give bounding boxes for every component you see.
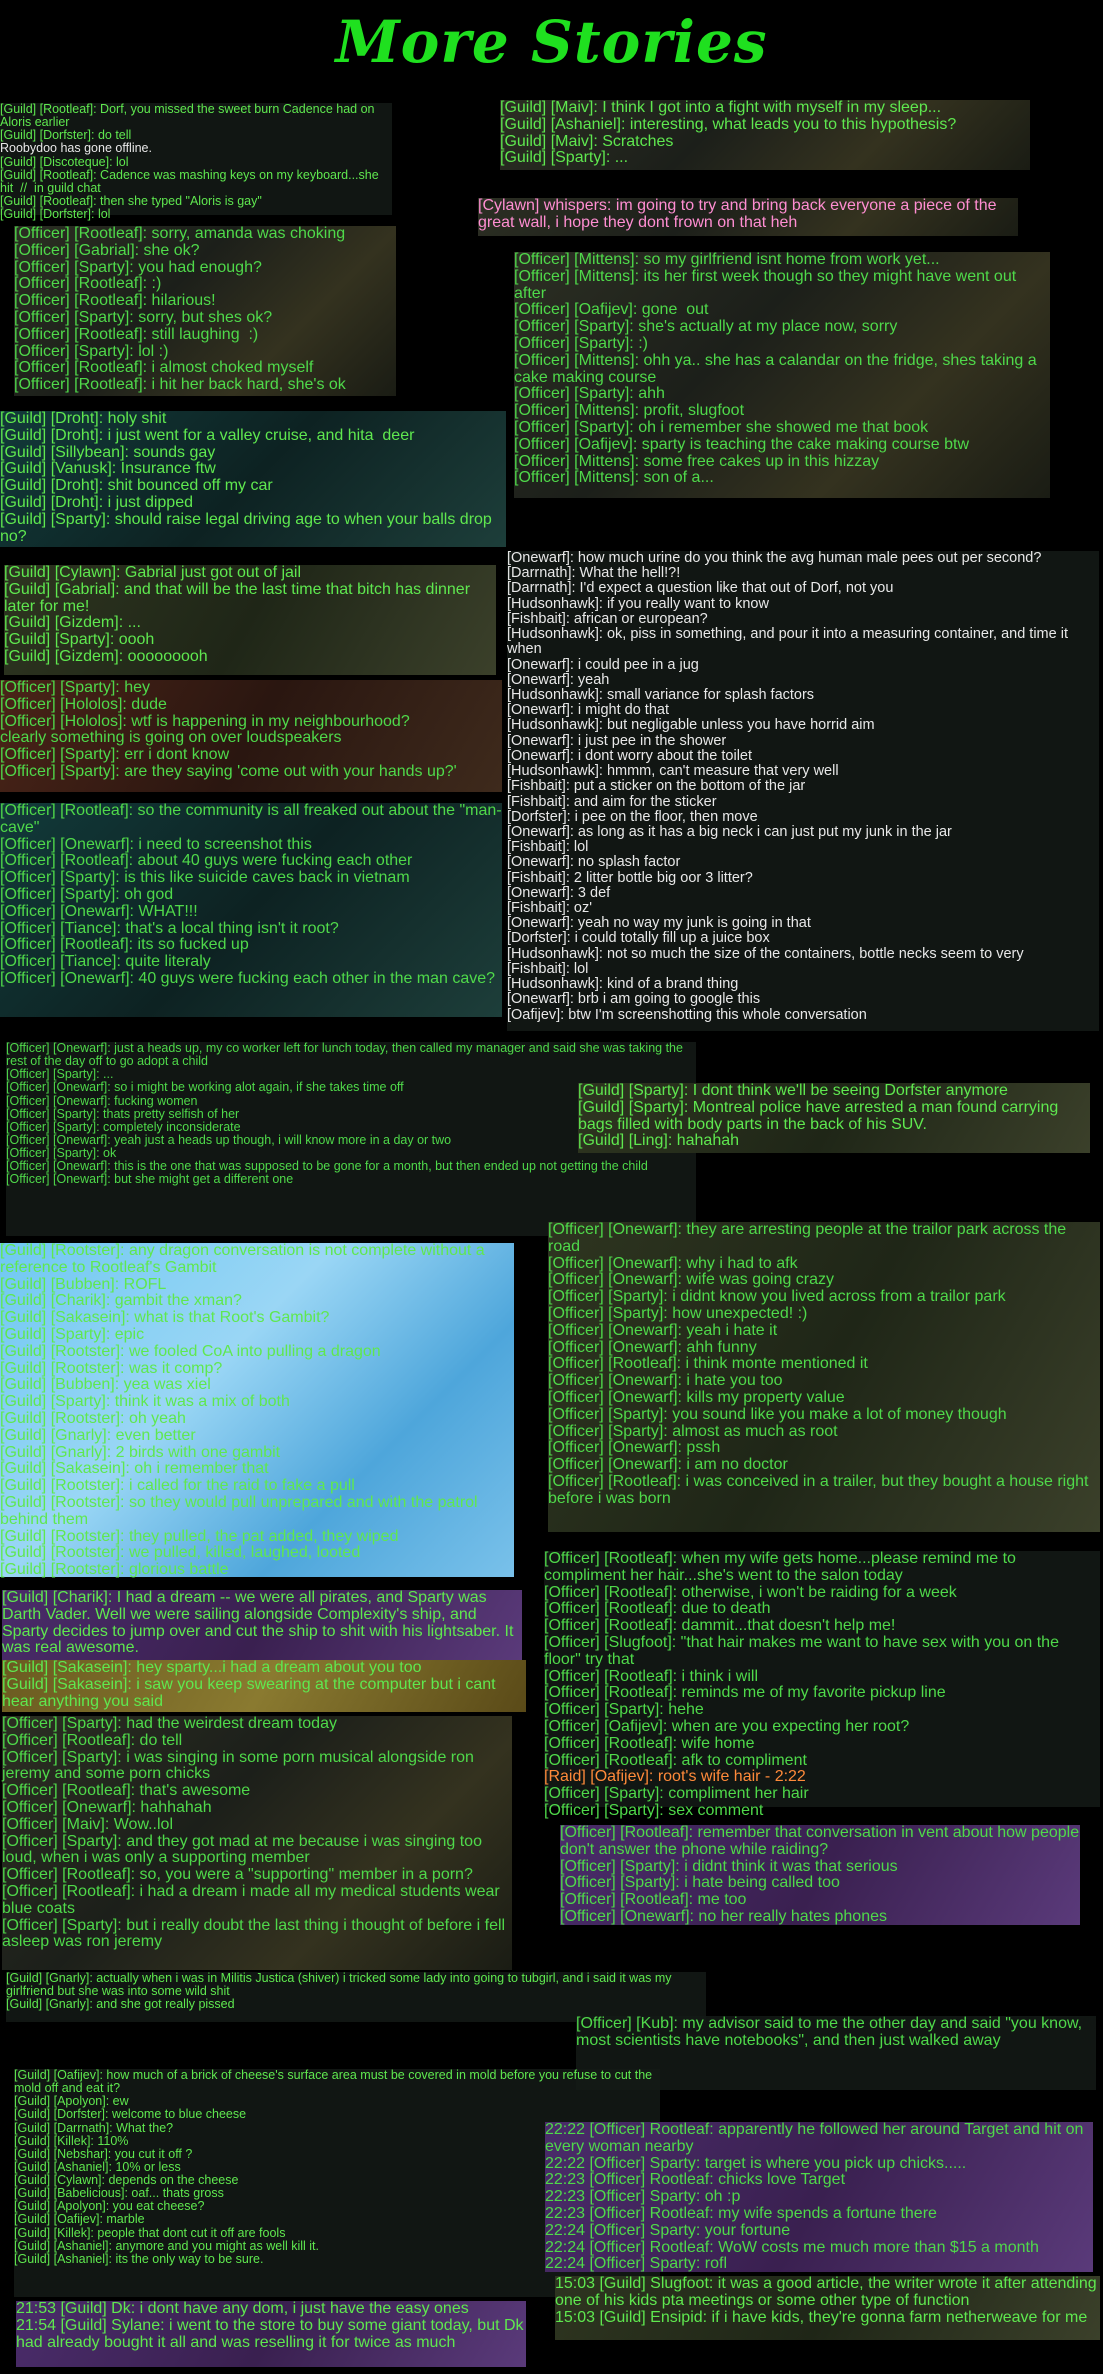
chat-line: [Officer] [Rootleaf]: wife home (544, 1734, 755, 1752)
chat-line: [Officer] [Rootleaf]: due to death (544, 1600, 771, 1618)
chat-line: [Raid] [Oafijev]: root's wife hair - 2:22 (544, 1768, 806, 1786)
chat-panel-25 (555, 2276, 1100, 2340)
chat-line: [Fishbait]: lol (507, 960, 589, 977)
chat-line: [Hudsonhawk]: kind of a brand thing (507, 976, 739, 993)
chat-line: [Guild] [Sparty]: should raise legal driving age to when your balls drop no? (0, 510, 497, 545)
chat-line: [Officer] [Sparty]: thats pretty selfish of her (6, 1106, 240, 1121)
chat-line: [Officer] [Rootleaf]: hilarious! (14, 292, 216, 310)
chat-panel-17 (544, 1550, 1100, 1819)
chat-line: [Guild] [Oafijev]: marble (14, 2212, 145, 2227)
chat-line: [Officer] [Rootleaf]: dammit...that doesn't help me! (544, 1617, 896, 1635)
chat-line: [Officer] [Sparty]: sex comment (544, 1801, 764, 1819)
chat-line: [Guild] [Sakasein]: oh i remember that (0, 1460, 269, 1478)
chat-line: [Guild] [Sakasein]: what is that Root's Gambit? (0, 1309, 330, 1327)
chat-line: [Officer] [Sparty]: how unexpected! :) (548, 1304, 808, 1322)
chat-panel-8 (507, 551, 1099, 1031)
chat-line: [Officer] [Onewarf]: fucking women (6, 1093, 198, 1108)
chat-line: [Guild] [Rootleaf]: Dorf, you missed the sweet burn Cadence had on Aloris earlier (0, 102, 378, 130)
chat-panel-9 (0, 680, 502, 792)
chat-line: [Fishbait]: african or european? (507, 610, 708, 627)
chat-line: [Hudsonhawk]: hmmm, can't measure that very well (507, 763, 839, 780)
chat-line: [Guild] [Rootster]: they pulled, the pat added, they wiped (0, 1527, 399, 1545)
chat-line: [Guild] [Sparty]: oooh (4, 631, 155, 649)
chat-panel-2 (500, 100, 1030, 170)
chat-line: [Officer] [Sparty]: :) (514, 334, 648, 352)
chat-line: [Officer] [Rootleaf]: so, you were a "supporting" member in a porn? (2, 1866, 473, 1884)
chat-line: [Officer] [Rootleaf]: about 40 guys were fucking each other (0, 852, 413, 870)
chat-line: [Officer] [Rootleaf]: that's awesome (2, 1782, 251, 1800)
chat-line: [Officer] [Rootleaf]: sorry, amanda was choking (14, 225, 346, 242)
chat-line: [Guild] [Rootleaf]: then she typed "Aloris is gay" (0, 193, 262, 208)
chat-line: [Dorfster]: i could totally fill up a juice box (507, 930, 770, 947)
chat-line: [Officer] [Sparty]: i hate being called too (560, 1874, 840, 1892)
chat-panel-13 (0, 1243, 514, 1577)
chat-line: [Guild] [Sakasein]: i saw you keep swearing at the computer but i cant hear anything you said (2, 1675, 501, 1710)
chat-line: [Officer] [Rootleaf]: reminds me of my favorite pickup line (544, 1684, 946, 1702)
chat-line: [Hudsonhawk]: if you really want to know (507, 595, 769, 612)
chat-line: [Officer] [Tiance]: quite literaly (0, 953, 211, 971)
chat-line: 21:53 [Guild] Dk: i dont have any dom, i just have the easy ones (16, 2300, 469, 2317)
chat-line: [Guild] [Apolyon]: ew (14, 2094, 129, 2109)
chat-line: [Officer] [Gabrial]: she ok? (14, 241, 200, 259)
chat-line: [Guild] [Ashaniel]: anymore and you might as well kill it. (14, 2238, 319, 2253)
chat-line: [Guild] [Sparty]: ... (500, 149, 629, 167)
chat-line: [Officer] [Sparty]: i didnt know you lived across from a trailor park (548, 1288, 1006, 1306)
chat-line: [Officer] [Sparty]: you had enough? (14, 258, 262, 276)
chat-panel-10 (0, 803, 502, 1017)
chat-line: [Onewarf]: i just pee in the shower (507, 732, 727, 749)
chat-line: [Officer] [Kub]: my advisor said to me the other day and said "you know, most scientists have notebooks", and then just walked away (576, 2015, 1087, 2049)
chat-line: [Onewarf]: yeah (507, 671, 610, 688)
chat-line: [Officer] [Onewarf]: yeah just a heads up though, i will know more in a day or two (6, 1132, 452, 1147)
chat-line: [Onewarf]: as long as it has a big neck i can just put my junk in the jar (507, 823, 952, 840)
chat-line: [Guild] [Sillybean]: sounds gay (0, 443, 216, 461)
chat-panel-6 (0, 411, 506, 547)
chat-line: [Onewarf]: i dont worry about the toilet (507, 747, 753, 764)
chat-line: [Officer] [Rootleaf]: i was conceived in a trailer, but they bought a house right before i was born (548, 1472, 1093, 1507)
chat-line: [Officer] [Rootleaf]: its so fucked up (0, 936, 249, 954)
chat-line: [Officer] [Onewarf]: i hate you too (548, 1372, 783, 1390)
chat-line: [Officer] [Rootleaf]: still laughing :) (14, 325, 259, 343)
chat-line: [Guild] [Dorfster]: welcome to blue cheese (14, 2107, 247, 2122)
chat-line: Roobydoo has gone offline. (0, 141, 152, 156)
chat-line: [Guild] [Dorfster]: do tell (0, 128, 132, 143)
chat-line: [Officer] [Maiv]: Wow..lol (2, 1815, 174, 1833)
chat-line: [Guild] [Sparty]: epic (0, 1325, 145, 1343)
chat-line: [Officer] [Rootleaf]: so the community is all freaked out about the "man-cave" (0, 802, 502, 836)
chat-line: [Guild] [Rootster]: so they would pull unprepared and with the patrol behind them (0, 1493, 483, 1528)
chat-line: [Officer] [Onewarf]: yeah i hate it (548, 1321, 778, 1339)
chat-panel-19 (560, 1824, 1084, 1925)
chat-line: [Officer] [Mittens]: so my girlfriend isnt home from work yet... (514, 251, 940, 268)
chat-line: [Officer] [Sparty]: completely inconsiderate (6, 1119, 241, 1134)
chat-line: [Guild] [Gnarly]: and she got really pissed (6, 1997, 235, 2012)
chat-line: 22:22 [Officer] Rootleaf: apparently he followed her around Target and hit on every woman nearby (545, 2121, 1088, 2155)
chat-line: [Guild] [Droht]: shit bounced off my car (0, 477, 273, 495)
chat-line: [Fishbait]: lol (507, 839, 589, 856)
chat-panel-16 (2, 1660, 526, 1712)
chat-line: [Onewarf]: brb i am going to google this (507, 991, 761, 1008)
chat-line: [Guild] [Dorfster]: lol (0, 207, 111, 221)
chat-line: [Hudsonhawk]: not so much the size of the containers, bottle necks seem to very (507, 945, 1024, 962)
chat-line: [Guild] [Bubben]: ROFL (0, 1275, 167, 1293)
chat-line: [Guild] [Ashaniel]: 10% or less (14, 2159, 181, 2174)
chat-line: 21:54 [Guild] Sylane: i went to the store to buy some giant today, but Dk had already bought it all and was reselling it for twice as much (16, 2316, 528, 2351)
chat-line: [Officer] [Onewarf]: just a heads up, my co worker left for lunch today, then called my manager and said she was taking the rest of the day off to go adopt a child (6, 1041, 687, 1069)
chat-line: [Officer] [Onewarf]: i need to screenshot this (0, 835, 312, 853)
chat-line: [Guild] [Rootleaf]: Cadence was mashing keys on my keyboard...she hit // in guild chat (0, 167, 383, 195)
chat-line: [Officer] [Sparty]: hehe (544, 1701, 704, 1719)
chat-line: [Officer] [Hololos]: wtf is happening in my neighbourhood? (0, 712, 410, 730)
chat-line: [Onewarf]: how much urine do you think the avg human male pees out per second? (507, 550, 1042, 566)
chat-panel-23 (545, 2122, 1093, 2272)
chat-line: [Guild] [Babelicious]: oaf... thats gross (14, 2186, 224, 2201)
chat-line: [Onewarf]: i might do that (507, 702, 669, 719)
chat-line: [Darrnath]: I'd expect a question like that out of Dorf, not you (507, 580, 894, 597)
chat-line: [Guild] [Oafijev]: how much of a brick of cheese's surface area must be covered in mold before you refuse to cut the mold off and eat it? (14, 2068, 656, 2096)
chat-line: [Guild] [Darrnath]: What the? (14, 2120, 174, 2135)
chat-line: 22:23 [Officer] Sparty: oh :p (545, 2188, 741, 2206)
chat-line: [Officer] [Onewarf]: kills my property value (548, 1388, 845, 1406)
chat-line: [Officer] [Sparty]: lol :) (14, 342, 169, 360)
chat-line: [Officer] [Sparty]: you sound like you make a lot of money though (548, 1405, 1007, 1423)
chat-line: [Onewarf]: i could pee in a jug (507, 656, 699, 673)
chat-line: [Guild] [Sparty]: Montreal police have arrested a man found carrying bags filled with body parts in the back of his SUV. (578, 1098, 1063, 1133)
chat-panel-15 (2, 1590, 522, 1662)
chat-line: [Guild] [Sparty]: I dont think we'll be seeing Dorfster anymore (578, 1082, 1008, 1099)
chat-line: [Officer] [Rootleaf]: i hit her back hard, she's ok (14, 376, 346, 394)
chat-line: [Officer] [Sparty]: hey (0, 679, 150, 696)
chat-line: [Officer] [Onewarf]: pssh (548, 1439, 721, 1457)
chat-line: [Officer] [Sparty]: is this like suicide caves back in vietnam (0, 869, 410, 887)
chat-line: 22:24 [Officer] Sparty: your fortune (545, 2221, 791, 2239)
chat-line: [Guild] [Rootster]: we fooled CoA into pulling a dragon (0, 1342, 381, 1360)
chat-line: [Officer] [Onewarf]: i am no doctor (548, 1456, 788, 1474)
chat-line: [Officer] [Sparty]: but i really doubt the last thing i thought of before i fell asleep was ron jeremy (2, 1916, 510, 1951)
chat-line: [Officer] [Mittens]: profit, slugfoot (514, 402, 745, 420)
chat-line: [Fishbait]: and aim for the sticker (507, 793, 717, 810)
chat-line: 22:22 [Officer] Sparty: target is where you pick up chicks..... (545, 2154, 967, 2172)
chat-line: 22:23 [Officer] Rootleaf: my wife spends a fortune there (545, 2204, 937, 2222)
chat-line: [Officer] [Sparty]: are they saying 'come out with your hands up?' (0, 762, 457, 780)
chat-line: [Guild] [Droht]: i just dipped (0, 493, 193, 511)
chat-line: 22:24 [Officer] Rootleaf: WoW costs me much more than $15 a month (545, 2238, 1039, 2256)
chat-line: [Guild] [Apolyon]: you eat cheese? (14, 2199, 205, 2214)
chat-line: [Onewarf]: no splash factor (507, 854, 681, 871)
chat-line: 15:03 [Guild] Slugfoot: it was a good article, the writer wrote it after attending one of his kids pta meetings or some other type of function (555, 2275, 1102, 2309)
chat-line: [Officer] [Tiance]: that's a local thing isn't it root? (0, 919, 339, 937)
chat-line: [Officer] [Rootleaf]: i almost choked myself (14, 359, 314, 377)
chat-line: [Officer] [Mittens]: son of a... (514, 469, 714, 487)
chat-line: [Fishbait]: oz' (507, 900, 592, 917)
chat-line: [Guild] [Rootster]: we pulled, killed, laughed, looted (0, 1544, 361, 1562)
chat-line: clearly something is going on over loudspeakers (0, 729, 342, 747)
chat-line: [Guild] [Gnarly]: 2 birds with one gambit (0, 1443, 281, 1461)
chat-line: [Officer] [Mittens]: some free cakes up in this hizzay (514, 452, 880, 470)
chat-line: [Guild] [Gizdem]: ... (4, 614, 141, 632)
chat-line: [Officer] [Oafijev]: sparty is teaching the cake making course btw (514, 435, 970, 453)
chat-line: [Dorfster]: i pee on the floor, then move (507, 808, 758, 825)
chat-line: [Guild] [Gabrial]: and that will be the last time that bitch has dinner later for me! (4, 580, 475, 615)
chat-line: [Officer] [Rootleaf]: do tell (2, 1731, 183, 1749)
chat-line: [Hudsonhawk]: small variance for splash factors (507, 686, 815, 703)
chat-line: [Guild] [Rootster]: any dragon conversation is not complete without a reference to Rootleaf's Gambit (0, 1242, 490, 1276)
chat-line: [Guild] [Bubben]: yea was xiel (0, 1376, 211, 1394)
chat-line: [Guild] [Cylawn]: Gabrial just got out of jail (4, 564, 302, 581)
chat-line: [Hudsonhawk]: but negligable unless you have horrid aim (507, 717, 875, 734)
chat-line: [Officer] [Sparty]: ... (6, 1067, 114, 1082)
chat-line: [Officer] [Onewarf]: WHAT!!! (0, 902, 198, 920)
chat-line: [Officer] [Onewarf]: 40 guys were fucking each other in the man cave? (0, 969, 496, 987)
chat-line: [Hudsonhawk]: ok, piss in something, and pour it into a measuring container, and time it when (507, 626, 1073, 658)
chat-line: [Officer] [Onewarf]: no her really hates phones (560, 1907, 887, 1925)
chat-line: [Officer] [Sparty]: and they got mad at me because i was singing too loud, when i was only a supporting member (2, 1832, 487, 1867)
chat-line: [Guild] [Ashaniel]: interesting, what leads you to this hypothesis? (500, 115, 957, 133)
chat-line: [Guild] [Gnarly]: actually when i was in Militis Justica (shiver) i tricked some lady into going to tubgirl, and i said it was my girlfriend but she was into some wild shit (6, 1971, 676, 1999)
chat-line: [Officer] [Rootleaf]: :) (14, 275, 162, 293)
chat-line: [Guild] [Rootster]: glorious battle (0, 1561, 229, 1579)
chat-line: [Officer] [Sparty]: almost as much as root (548, 1422, 838, 1440)
chat-line: [Officer] [Sparty]: oh i remember she showed me that book (514, 418, 929, 436)
chat-line: 15:03 [Guild] Ensipid: if i have kids, they're gonna farm netherweave for me (555, 2308, 1088, 2326)
chat-line: [Officer] [Onewarf]: why i had to afk (548, 1254, 798, 1272)
chat-line: [Guild] [Sakasein]: hey sparty...i had a dream about you too (2, 1659, 422, 1676)
chat-line: [Guild] [Charik]: gambit the xman? (0, 1292, 242, 1310)
chat-line: [Guild] [Cylawn]: depends on the cheese (14, 2173, 239, 2187)
chat-line: [Officer] [Rootleaf]: me too (560, 1891, 747, 1909)
chat-panel-7 (4, 565, 496, 675)
chat-line: 22:23 [Officer] Rootleaf: chicks love Target (545, 2171, 846, 2189)
chat-line: [Officer] [Sparty]: i was singing in some porn musical alongside ron jeremy and some porn chicks (2, 1748, 479, 1783)
chat-line: [Oafijev]: btw I'm screenshotting this whole conversation (507, 1006, 867, 1023)
chat-line: [Officer] [Oafijev]: when are you expecting her root? (544, 1717, 910, 1735)
chat-line: [Officer] [Sparty]: oh god (0, 885, 174, 903)
chat-panel-14 (548, 1222, 1100, 1532)
chat-line: [Officer] [Sparty]: i didnt think it was that serious (560, 1857, 898, 1875)
chat-line: [Fishbait]: 2 litter bottle big oor 3 litter? (507, 869, 753, 886)
chat-line: [Onewarf]: 3 def (507, 884, 611, 901)
chat-line: [Guild] [Gizdem]: ooooooooh (4, 647, 208, 665)
chat-line: [Officer] [Onewarf]: they are arresting people at the trailor park across the road (548, 1221, 1071, 1255)
chat-line: [Fishbait]: put a sticker on the bottom of the jar (507, 778, 806, 795)
chat-line: [Officer] [Onewarf]: this is the one that was supposed to be gone for a month, but then ended up not getting the child (6, 1159, 648, 1174)
chat-panel-1 (0, 102, 392, 221)
chat-panel-24 (16, 2301, 526, 2367)
chat-line: [Guild] [Ling]: hahahah (578, 1132, 740, 1150)
chat-line: [Guild] [Maiv]: I think I got into a fight with myself in my sleep... (500, 99, 942, 116)
chat-line: [Officer] [Rootleaf]: i had a dream i made all my medical students wear blue coats (2, 1882, 505, 1917)
chat-line: [Officer] [Rootleaf]: i think i will (544, 1667, 758, 1685)
chat-line: [Officer] [Sparty]: ahh (514, 385, 665, 403)
chat-line: [Darrnath]: What the hell!?! (507, 565, 681, 582)
chat-panel-18 (2, 1716, 512, 1970)
chat-line: [Guild] [Killek]: 110% (14, 2133, 129, 2148)
chat-line: [Guild] [Vanusk]: Insurance ftw (0, 460, 216, 478)
chat-line: [Officer] [Sparty]: had the weirdest dream today (2, 1715, 337, 1732)
chat-line: [Officer] [Rootleaf]: remember that conversation in vent about how people don't answer the phone while raiding? (560, 1824, 1084, 1858)
chat-line: [Onewarf]: yeah no way my junk is going in that (507, 915, 811, 932)
chat-line: [Guild] [Maiv]: Scratches (500, 132, 674, 150)
chat-line: [Officer] [Rootleaf]: otherwise, i won't be raiding for a week (544, 1583, 957, 1601)
chat-line: [Officer] [Onewarf]: wife was going crazy (548, 1271, 835, 1289)
chat-line: [Guild] [Charik]: I had a dream -- we were all pirates, and Sparty was Darth Vader. Well we were sailing alongside Complexity's ship, and Sparty decides to jump over and cut the ship to shit with his lightsaber. It was real awesome. (2, 1589, 518, 1657)
chat-line: [Guild] [Nebshar]: you cut it off ? (14, 2146, 193, 2161)
chat-line: [Officer] [Onewarf]: ahh funny (548, 1338, 757, 1356)
chat-line: [Guild] [Droht]: holy shit (0, 410, 167, 427)
chat-line: [Officer] [Sparty]: sorry, but shes ok? (14, 308, 273, 326)
chat-line: [Officer] [Slugfoot]: "that hair makes me want to have sex with you on the floor" try that (544, 1633, 1064, 1668)
chat-line: [Officer] [Rootleaf]: afk to compliment (544, 1751, 807, 1769)
chat-line: 22:24 [Officer] Sparty: rofl (545, 2255, 728, 2273)
chat-line: [Officer] [Sparty]: she's actually at my place now, sorry (514, 318, 898, 336)
chat-line: [Guild] [Sparty]: think it was a mix of both (0, 1393, 290, 1411)
chat-line: [Officer] [Sparty]: err i dont know (0, 746, 230, 764)
chat-line: [Officer] [Hololos]: dude (0, 695, 167, 713)
chat-line: [Officer] [Sparty]: compliment her hair (544, 1785, 809, 1803)
chat-line: [Officer] [Oafijev]: gone out (514, 301, 709, 319)
chat-line: [Guild] [Droht]: i just went for a valley cruise, and hita deer (0, 426, 415, 444)
chat-panel-3 (478, 198, 1018, 236)
chat-line: [Cylawn] whispers: im going to try and bring back everyone a piece of the great wall, i hope they dont frown on that heh (478, 197, 1001, 231)
chat-line: [Officer] [Onewarf]: hahhahah (2, 1798, 212, 1816)
chat-panel-12 (578, 1083, 1090, 1153)
chat-line: [Officer] [Rootleaf]: i think monte mentioned it (548, 1355, 868, 1373)
chat-line: [Officer] [Mittens]: its her first week though so they might have went out after (514, 267, 1021, 302)
chat-line: [Officer] [Onewarf]: so i might be working alot again, if she takes time off (6, 1080, 404, 1095)
chat-line: [Guild] [Gnarly]: even better (0, 1426, 196, 1444)
chat-line: [Guild] [Killek]: people that dont cut it off are fools (14, 2225, 286, 2240)
chat-line: [Guild] [Rootster]: i called for the raid to fake a pull (0, 1477, 355, 1495)
chat-line: [Officer] [Onewarf]: but she might get a different one (6, 1172, 294, 1187)
chat-panel-4 (14, 226, 396, 396)
chat-line: [Officer] [Rootleaf]: when my wife gets home...please remind me to compliment her hair...she's went to the salon today (544, 1550, 1021, 1584)
chat-line: [Guild] [Discoteque]: lol (0, 154, 129, 169)
chat-panel-5 (514, 252, 1050, 498)
page-title: More Stories (335, 8, 768, 76)
chat-line: [Guild] [Rootster]: was it comp? (0, 1359, 223, 1377)
chat-line: [Guild] [Rootster]: oh yeah (0, 1409, 186, 1427)
chat-line: [Officer] [Sparty]: ok (6, 1146, 117, 1160)
chat-line: [Guild] [Ashaniel]: its the only way to be sure. (14, 2251, 264, 2266)
chat-line: [Officer] [Mittens]: ohh ya.. she has a calandar on the fridge, shes taking a cake making course (514, 351, 1042, 386)
